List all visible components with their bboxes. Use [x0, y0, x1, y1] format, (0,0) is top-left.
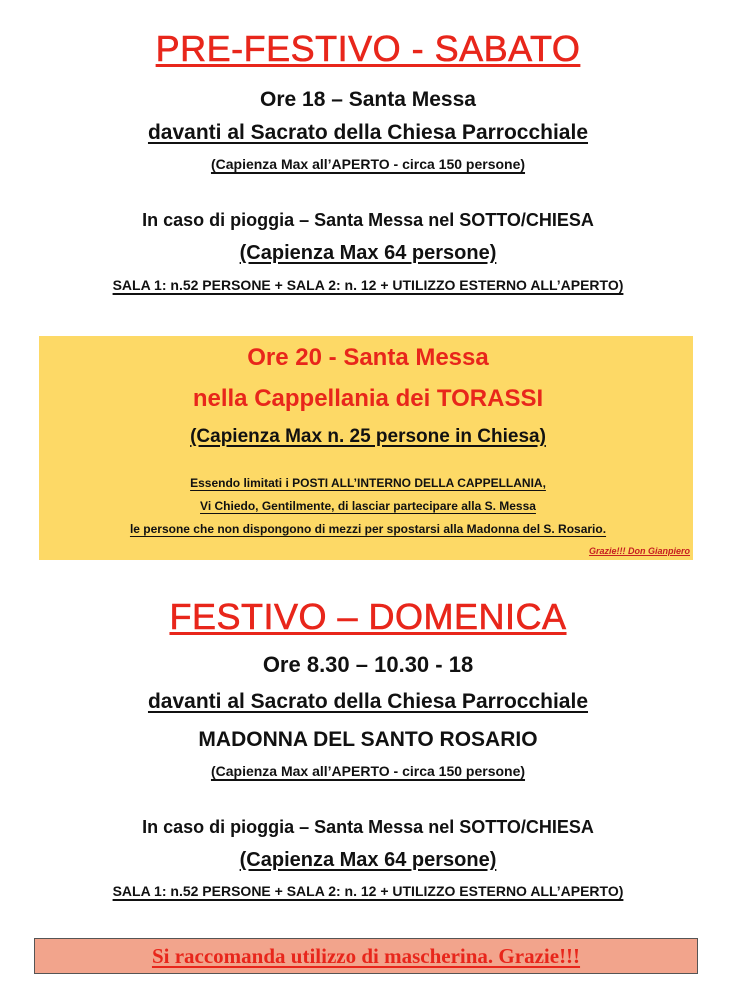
mask-reminder-text: Si raccomanda utilizzo di mascherina. Grazie!!!	[151, 943, 581, 968]
cappellania-note-line3: le persone che non dispongono di mezzi per spostarsi alla Madonna del S. Rosario.	[129, 522, 607, 536]
mask-reminder-banner	[34, 938, 698, 974]
festivo-title: FESTIVO – DOMENICA	[169, 596, 567, 637]
cappellania-location: nella Cappellania dei TORASSI	[192, 385, 544, 412]
festivo-church-name: MADONNA DEL SANTO ROSARIO	[198, 728, 538, 751]
prefestivo-title: PRE-FESTIVO - SABATO	[155, 28, 581, 69]
prefestivo-rain-line: In caso di pioggia – Santa Messa nel SOTTO/CHIESA	[142, 210, 594, 230]
festivo-rooms: SALA 1: n.52 PERSONE + SALA 2: n. 12 + UTILIZZO ESTERNO ALL’APERTO)	[112, 883, 624, 899]
festivo-rain-line: In caso di pioggia – Santa Messa nel SOTTO/CHIESA	[142, 817, 594, 837]
cappellania-time: Ore 20 - Santa Messa	[247, 344, 489, 371]
cappellania-note-line2: Vi Chiedo, Gentilmente, di lasciar partecipare alla S. Messa	[200, 499, 536, 513]
festivo-capacity-outdoor: (Capienza Max all’APERTO - circa 150 persone)	[210, 763, 526, 779]
prefestivo-capacity-outdoor: (Capienza Max all’APERTO - circa 150 persone)	[210, 156, 526, 172]
festivo-times: Ore 8.30 – 10.30 - 18	[262, 652, 474, 677]
festivo-rain-capacity: (Capienza Max 64 persone)	[239, 849, 497, 871]
prefestivo-location: davanti al Sacrato della Chiesa Parrocchiale	[147, 121, 589, 144]
prefestivo-time: Ore 18 – Santa Messa	[260, 88, 476, 111]
festivo-location: davanti al Sacrato della Chiesa Parrocchiale	[147, 690, 589, 713]
cappellania-signature: Grazie!!! Don Gianpiero	[588, 546, 690, 556]
prefestivo-rain-capacity: (Capienza Max 64 persone)	[239, 242, 497, 264]
cappellania-capacity: (Capienza Max n. 25 persone in Chiesa)	[190, 426, 546, 447]
cappellania-note-line1: Essendo limitati i POSTI ALL’INTERNO DELLA CAPPELLANIA,	[190, 476, 546, 490]
prefestivo-rooms: SALA 1: n.52 PERSONE + SALA 2: n. 12 + UTILIZZO ESTERNO ALL’APERTO)	[112, 277, 624, 293]
